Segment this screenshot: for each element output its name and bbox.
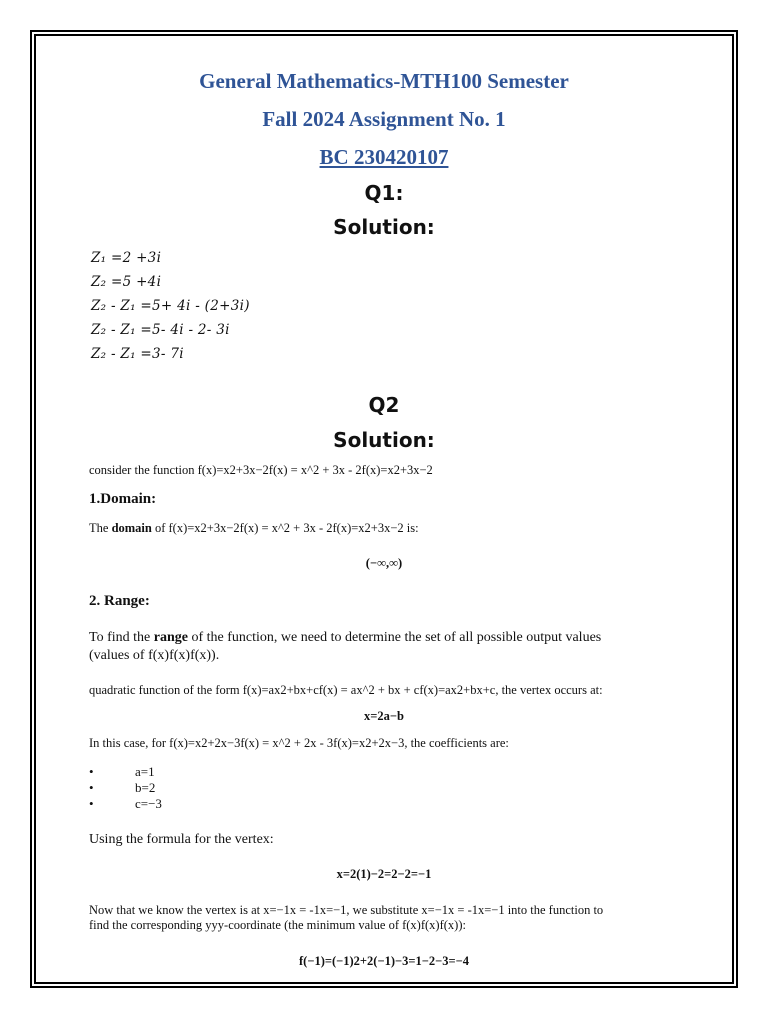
substitution-line-1: Now that we know the vertex is at x=−1x = -1x=−1, we substitute x=−1x = -1x=−1 into the function to: [89, 903, 604, 917]
domain-value: (−∞,∞): [365, 556, 403, 570]
bullet-dot-icon: •: [89, 764, 94, 779]
range-p1-b: of the function, we need to determine the set of all possible output values: [187, 630, 602, 645]
vertex-formula: x=2a−b: [364, 709, 404, 723]
domain-heading: 1.Domain:: [89, 491, 157, 507]
domain-rest: of f(x)=x2+3x−2f(x) = x^2 + 3x - 2f(x)=x2+3x−2 is:: [151, 521, 419, 535]
coefficient-c: c=−3: [135, 796, 162, 811]
doc-title-assignment: Fall 2024 Assignment No. 1: [262, 107, 506, 131]
q1-solution-heading: Solution:: [333, 215, 435, 239]
q1-equation-5: Z₂ - Z₁ =3- 7i: [91, 346, 184, 362]
q1-equation-4: Z₂ - Z₁ =5- 4i - 2- 3i: [91, 322, 230, 338]
coefficient-a: a=1: [135, 764, 155, 779]
range-bold: range: [153, 630, 188, 645]
coefficients-intro: In this case, for f(x)=x2+2x−3f(x) = x^2 + 2x - 3f(x)=x2+2x−3, the coefficients are:: [89, 736, 509, 750]
bullet-dot-icon: •: [89, 780, 94, 795]
quadratic-form-line: quadratic function of the form f(x)=ax2+bx+cf(x) = ax^2 + bx + cf(x)=ax2+bx+c, the vertex occurs at:: [89, 683, 603, 697]
domain-statement: [89, 521, 419, 536]
q1-equation-1: Z₁ =2 +3i: [91, 250, 162, 266]
domain-prefix: The: [89, 521, 112, 535]
vertex-calculation: x=2(1)−2=2−2=−1: [336, 867, 432, 881]
domain-bold: domain: [111, 521, 152, 535]
final-calculation: f(−1)=(−1)2+2(−1)−3=1−2−3=−4: [299, 954, 469, 968]
q1-equation-2: Z₂ =5 +4i: [91, 274, 162, 290]
q2-heading: Q2: [368, 393, 400, 417]
range-p1-a: To find the: [89, 630, 154, 645]
range-paragraph-line1: [89, 630, 601, 646]
q2-solution-heading: Solution:: [333, 428, 435, 452]
q1-equation-3: Z₂ - Z₁ =5+ 4i - (2+3i): [91, 298, 250, 314]
coefficient-b: b=2: [135, 780, 156, 795]
vertex-formula-intro: Using the formula for the vertex:: [89, 832, 274, 847]
range-heading: 2. Range:: [89, 593, 150, 609]
student-id-text: BC 230420107: [319, 145, 449, 169]
q1-heading: Q1:: [364, 181, 404, 205]
range-paragraph-line2: (values of f(x)f(x)f(x)).: [89, 648, 220, 663]
bullet-dot-icon: •: [89, 796, 94, 811]
q2-intro: consider the function f(x)=x2+3x−2f(x) = x^2 + 3x - 2f(x)=x2+3x−2: [89, 463, 433, 477]
doc-title-course: General Mathematics-MTH100 Semester: [199, 69, 569, 93]
doc-title-student-id: [0, 145, 768, 170]
substitution-line-2: find the corresponding yyy-coordinate (the minimum value of f(x)f(x)f(x)):: [89, 918, 466, 932]
